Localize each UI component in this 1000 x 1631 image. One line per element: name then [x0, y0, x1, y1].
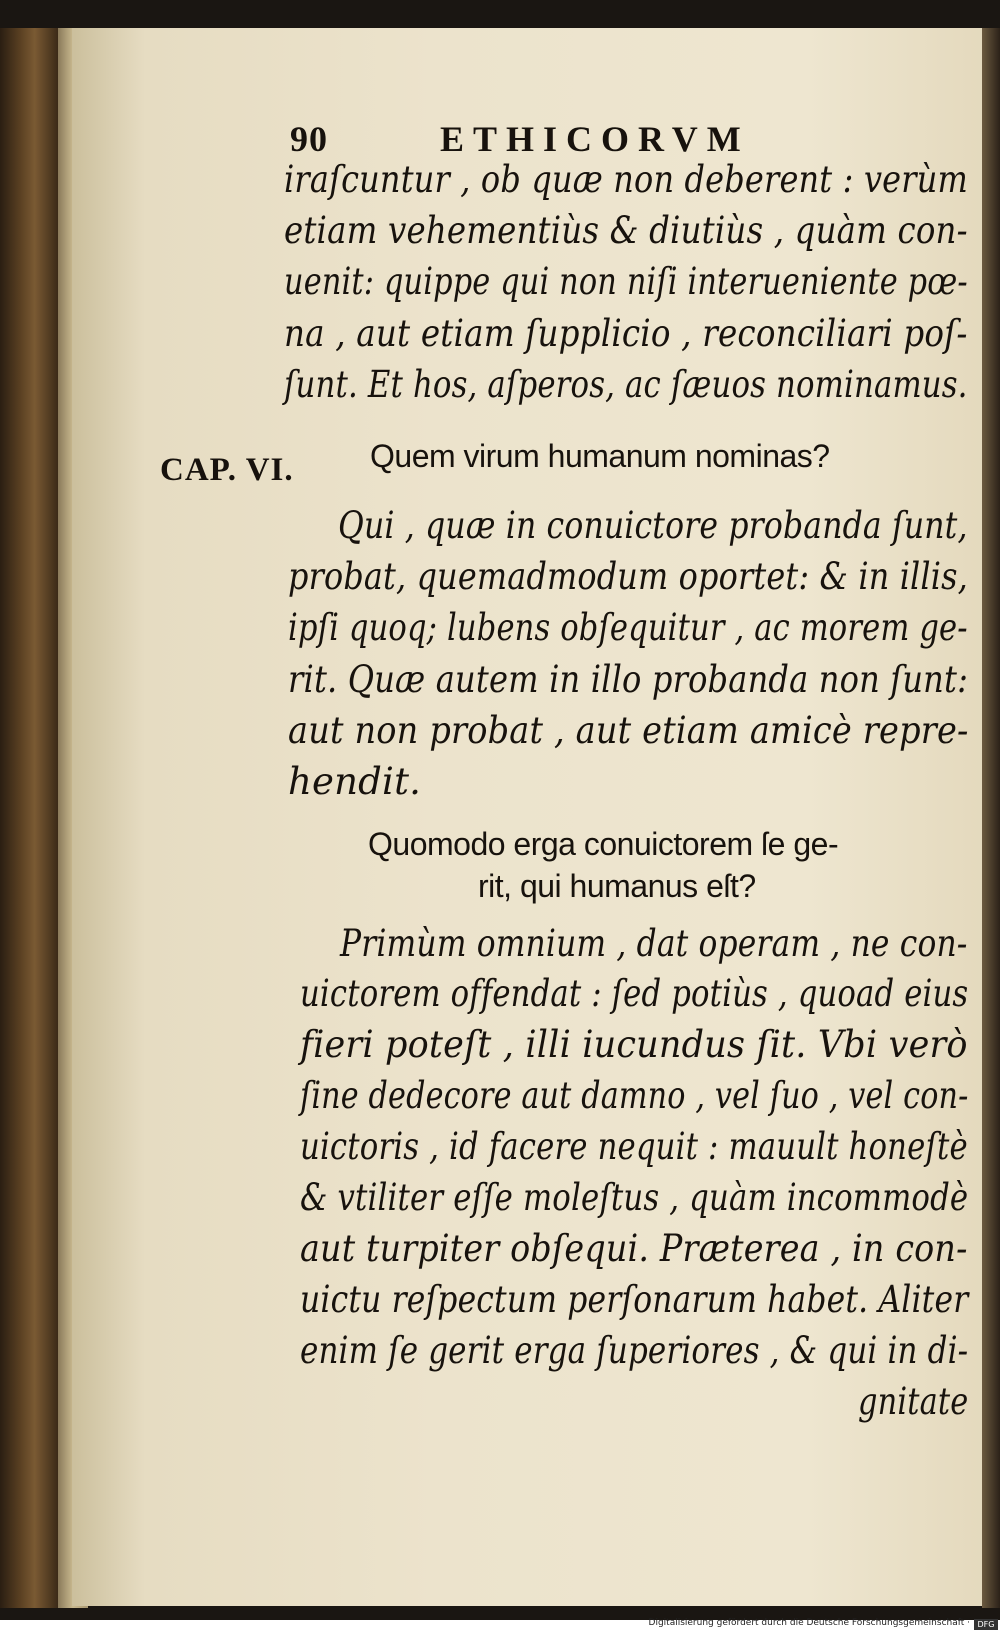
section-question-line: Quomodo erga conuictorem ſe ge-: [368, 826, 839, 862]
text-line: uictorem offendat : ſed potiùs , quoad eius: [300, 972, 969, 1015]
text-line: aut non probat , aut etiam amicè repre-: [288, 709, 969, 752]
text-line: na , aut etiam ſupplicio , reconciliari poſ-: [284, 312, 968, 355]
text-line: probat, quemadmodum oportet: & in illis,: [288, 555, 968, 598]
running-title: ETHICORVM: [440, 119, 750, 159]
chapter-label: CAP. VI.: [160, 452, 294, 488]
text-line: uictu reſpectum perſonarum habet. Aliter: [300, 1278, 969, 1321]
text-line: fieri poteſt , illi iucundus ſit. Vbi verò: [300, 1023, 968, 1066]
text-line: iraſcuntur , ob quæ non deberent : verùm: [284, 158, 968, 201]
catchword: gnitate: [858, 1380, 969, 1423]
funding-credit: Digitalisierung gefördert durch die Deutsche Forschungsgemeinschaft ·: [648, 1618, 970, 1628]
text-line: aut turpiter obſequi. Præterea , in con-: [300, 1227, 968, 1270]
text-line: Qui , quæ in conuictore probanda ſunt,: [338, 504, 968, 547]
text-line: ſine dedecore aut damno , vel ſuo , vel con-: [300, 1074, 969, 1117]
text-line: uenit: quippe qui non niſi interueniente pœ-: [284, 260, 968, 303]
book-spine: [0, 28, 58, 1608]
section-question-line: rit, qui humanus eſt?: [478, 868, 756, 904]
chapter-question: Quem virum humanum nominas?: [370, 438, 830, 474]
dfg-logo: DFG: [974, 1619, 998, 1630]
book-cover-edge: [982, 28, 1000, 1608]
text-line: hendit.: [288, 760, 422, 803]
text-line: & vtiliter eſſe moleſtus , quàm incommodè: [300, 1176, 969, 1219]
text-line: uictoris , id facere nequit : mauult honeſtè: [300, 1125, 968, 1168]
text-line: ipſi quoq; lubens obſequitur , ac morem ge-: [288, 606, 968, 649]
digitization-footer: [0, 1620, 1000, 1631]
text-line: rit. Quæ autem in illo probanda non ſunt:: [288, 658, 969, 701]
text-line: ſunt. Et hos, aſperos, ac ſæuos nominamus.: [284, 363, 968, 406]
text-line: Primùm omnium , dat operam , ne con-: [340, 922, 968, 965]
text-line: etiam vehementiùs & diutiùs , quàm con-: [284, 209, 968, 252]
text-line: enim ſe gerit erga ſuperiores , & qui in di-: [300, 1329, 969, 1372]
page-number: 90: [290, 119, 328, 159]
